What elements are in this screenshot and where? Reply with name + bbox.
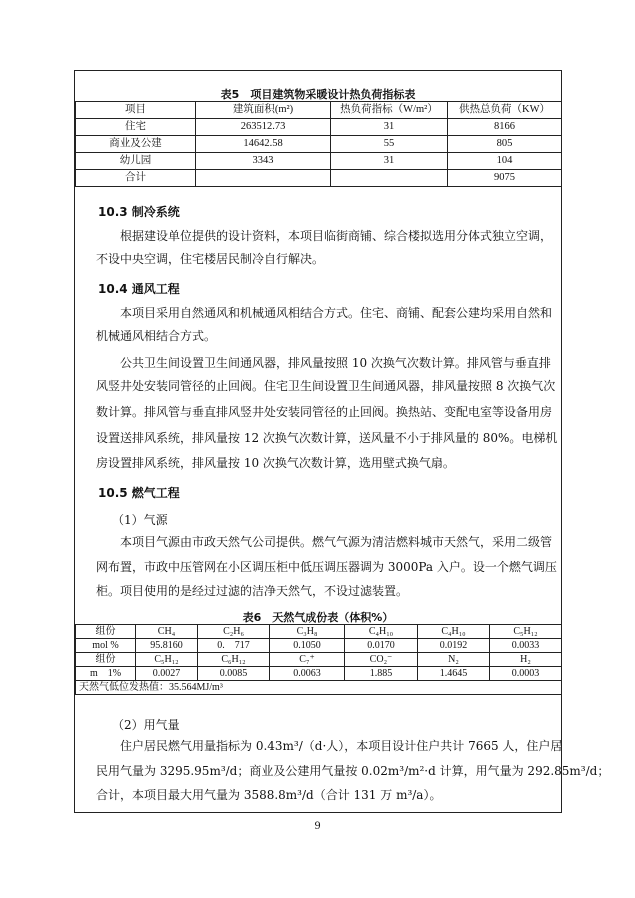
- section-heading-gas: 10.5 燃气工程: [98, 486, 180, 500]
- subsection-gas-usage: （2）用气量: [112, 718, 180, 732]
- table-cell: mol %: [76, 639, 136, 653]
- table-cell: 104: [448, 153, 562, 170]
- table-row: [76, 639, 562, 653]
- paragraph-line: 风竖井处安装同管径的止回阀。住宅卫生间设置卫生间通风器，排风量按照 8 次换气次: [96, 379, 556, 393]
- table-cell: C₅H₁₂: [136, 653, 198, 667]
- table-row: [76, 625, 562, 639]
- table-header-cell: 供热总负荷（KW）: [448, 102, 562, 119]
- table-cell: [331, 170, 448, 187]
- table-cell: C₂H₆: [198, 625, 270, 639]
- heating-value-note: 天然气低位发热值：35.564MJ/m³: [76, 681, 562, 695]
- paragraph-line: 机械通风相结合方式。: [96, 329, 217, 343]
- table-cell: CH₄: [136, 625, 198, 639]
- table-cell: C₇⁺: [270, 653, 345, 667]
- table-cell: C₅H₁₂: [490, 625, 562, 639]
- table-cell: 263512.73: [196, 119, 331, 136]
- table-cell: 0.0003: [490, 667, 562, 681]
- table6-caption: 表6 天然气成份表（体积%）: [242, 611, 394, 624]
- table-cell: 55: [331, 136, 448, 153]
- table-cell: 组份: [76, 625, 136, 639]
- table-cell: 商业及公建: [76, 136, 196, 153]
- table-cell: 0. 717: [198, 639, 270, 653]
- table-cell: 0.0085: [198, 667, 270, 681]
- table-row: [76, 153, 562, 170]
- table-cell: 0.0033: [490, 639, 562, 653]
- paragraph-line: 公共卫生间设置卫生间通风器，排风量按照 10 次换气次数计算。排风管与垂直排: [120, 356, 551, 370]
- table-cell: 1.4645: [418, 667, 490, 681]
- table-cell: 95.8160: [136, 639, 198, 653]
- table-cell: 31: [331, 119, 448, 136]
- table-row: [76, 653, 562, 667]
- table-cell: C₆H₁₂: [198, 653, 270, 667]
- table-row: [76, 136, 562, 153]
- table-cell: 0.0170: [345, 639, 418, 653]
- paragraph-line: 本项目采用自然通风和机械通风相结合方式。住宅、商铺、配套公建均采用自然和: [120, 306, 553, 320]
- page-number: 9: [314, 821, 321, 832]
- table-cell: 幼儿园: [76, 153, 196, 170]
- table-cell: 1.885: [345, 667, 418, 681]
- paragraph-line: 网布置，市政中压管网在小区调压柜中低压调压器调为 3000Pa 入户。设一个燃气调压: [96, 560, 557, 574]
- table-cell: H₂: [490, 653, 562, 667]
- table-cell: [196, 170, 331, 187]
- table-cell: m 1%: [76, 667, 136, 681]
- table-cell: 组份: [76, 653, 136, 667]
- table-row: [76, 667, 562, 681]
- table-cell: 0.0027: [136, 667, 198, 681]
- table5-caption: 表5 项目建筑物采暖设计热负荷指标表: [220, 88, 416, 101]
- table-cell: 0.0192: [418, 639, 490, 653]
- gas-composition-table: [75, 624, 562, 695]
- subsection-gas-source: （1）气源: [112, 513, 168, 527]
- paragraph-line: 住户居民燃气用量指标为 0.43m³/（d·人），本项目设计住户共计 7665 人，住户居: [120, 739, 563, 753]
- paragraph-line: 设置送排风系统，排风量按 12 次换气次数计算，送风量不小于排风量的 80%。电梯机: [96, 431, 558, 445]
- table-cell: 合计: [76, 170, 196, 187]
- table-cell: 8166: [448, 119, 562, 136]
- table-row: [76, 119, 562, 136]
- table-cell: 14642.58: [196, 136, 331, 153]
- section-heading-ventilation: 10.4 通风工程: [98, 282, 180, 296]
- paragraph-line: 数计算。排风管与垂直排风竖井处安装同管径的止回阀。换热站、变配电室等设备用房: [96, 405, 553, 419]
- table-header-cell: 热负荷指标（W/m²）: [331, 102, 448, 119]
- paragraph-line: 房设置排风系统，排风量按 10 次换气次数计算，选用壁式换气扇。: [96, 456, 455, 470]
- table-total-row: [76, 170, 562, 187]
- table-cell: 住宅: [76, 119, 196, 136]
- section-heading-cooling: 10.3 制冷系统: [98, 205, 180, 219]
- table-cell: 0.1050: [270, 639, 345, 653]
- paragraph-line: 不设中央空调，住宅楼居民制冷自行解决。: [96, 252, 325, 266]
- table-cell: CO₂⁻: [345, 653, 418, 667]
- paragraph-line: 合计，本项目最大用气量为 3588.8m³/d（合计 131 万 m³/a）。: [96, 788, 442, 802]
- paragraph-line: 本项目气源由市政天然气公司提供。燃气气源为清洁燃料城市天然气，采用二级管: [120, 535, 553, 549]
- table-header-cell: 建筑面积(m²): [196, 102, 331, 119]
- table-cell: 805: [448, 136, 562, 153]
- table-cell: 31: [331, 153, 448, 170]
- table-cell: C₃H₈: [270, 625, 345, 639]
- table-cell: 0.0063: [270, 667, 345, 681]
- paragraph-line: 民用气量为 3295.95m³/d；商业及公建用气量按 0.02m³/m²·d 计算，用气量为 292.85m³/d；: [96, 764, 610, 778]
- paragraph-line: 根据建设单位提供的设计资料，本项目临街商铺、综合楼拟选用分体式独立空调，: [120, 229, 553, 243]
- table-header-cell: 项目: [76, 102, 196, 119]
- heat-load-table: [75, 101, 562, 187]
- table-cell: C₄H₁₀: [418, 625, 490, 639]
- table-header-row: [76, 102, 562, 119]
- paragraph-line: 柜。项目使用的是经过过滤的洁净天然气，不设过滤装置。: [96, 584, 409, 598]
- table-cell: 3343: [196, 153, 331, 170]
- table-cell: N₂: [418, 653, 490, 667]
- table-cell: C₄H₁₀: [345, 625, 418, 639]
- table-footer-row: [76, 681, 562, 695]
- table-cell: 9075: [448, 170, 562, 187]
